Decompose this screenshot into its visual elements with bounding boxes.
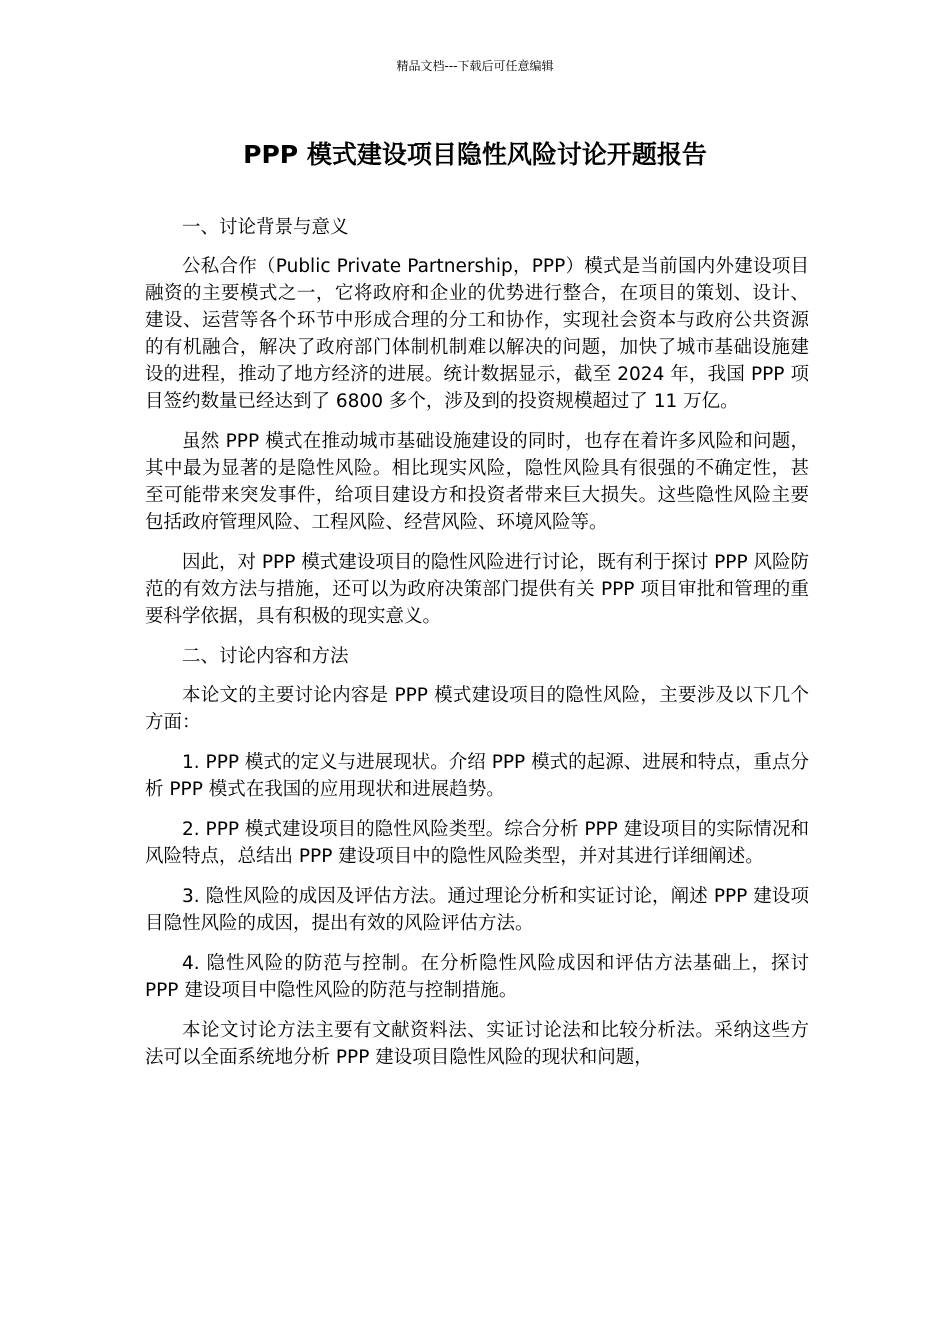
section-heading-content-methods: 二、讨论内容和方法 [182,646,349,667]
paragraph: 本论文的主要讨论内容是 PPP 模式建设项目的隐性风险，主要涉及以下几个方面： [145,685,809,733]
paragraph: 本论文讨论方法主要有文献资料法、实证讨论法和比较分析法。采纳这些方法可以全面系统地分析 PPP 建设项目隐性风险的现状和问题， [145,1020,809,1068]
list-item: 2. PPP 模式建设项目的隐性风险类型。综合分析 PPP 建设项目的实际情况和风险特点，总结出 PPP 建设项目中的隐性风险类型，并对其进行详细阐述。 [145,819,809,867]
paragraph: 虽然 PPP 模式在推动城市基础设施建设的同时，也存在着许多风险和问题，其中最为显著的是隐性风险。相比现实风险，隐性风险具有很强的不确定性，甚至可能带来突发事件，给项目建设方和投资者带来巨大损失。这些隐性风险主要包括政府管理风险、工程风险、经营风险、环境风险等。 [145,431,809,533]
paragraph: 因此，对 PPP 模式建设项目的隐性风险进行讨论，既有利于探讨 PPP 风险防范的有效方法与措施，还可以为政府决策部门提供有关 PPP 项目审批和管理的重要科学依据，具有积极的现实意义。 [145,552,809,627]
list-item: 1. PPP 模式的定义与进展现状。介绍 PPP 模式的起源、进展和特点，重点分析 PPP 模式在我国的应用现状和进展趋势。 [145,752,809,800]
paragraph: 公私合作（Public Private Partnership，PPP）模式是当前国内外建设项目融资的主要模式之一，它将政府和企业的优势进行整合，在项目的策划、设计、建设、运营等各个环节中形成合理的分工和协作，实现社会资本与政府公共资源的有机融合，解决了政府部门体制机制难以解决的问题，加快了城市基础设施建设的进程，推动了地方经济的进展。统计数据显示，截至 2024 年，我国 PPP 项目签约数量已经达到了 6800 多个，涉及到的投资规模超过了 11 万亿。 [145,256,809,412]
document-body [145,214,809,1084]
list-item: 4. 隐性风险的防范与控制。在分析隐性风险成因和评估方法基础上，探讨 PPP 建设项目中隐性风险的防范与控制措施。 [145,953,809,1001]
list-item: 3. 隐性风险的成因及评估方法。通过理论分析和实证讨论，阐述 PPP 建设项目隐性风险的成因，提出有效的风险评估方法。 [145,886,809,934]
header-note: 精品文档---下载后可任意编辑 [396,59,554,73]
document-title: PPP 模式建设项目隐性风险讨论开题报告 [243,140,707,169]
section-heading-background: 一、讨论背景与意义 [182,217,349,238]
